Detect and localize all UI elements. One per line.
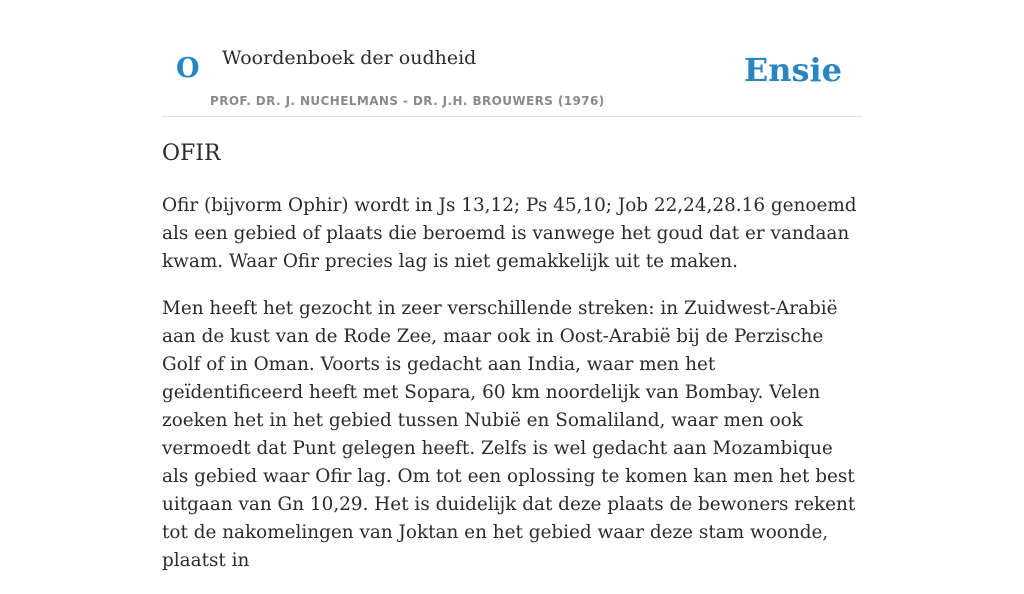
entry-paragraph: Ofir (bijvorm Ophir) wordt in Js 13,12; Ps 45,10; Job 22,24,28.16 genoemd als een gebied of plaats die beroemd is vanwege het goud dat er vandaan kwam. Waar Ofir precies lag is niet gemakkelijk uit te maken. <box>162 195 857 272</box>
index-letter[interactable]: O <box>176 53 200 84</box>
dictionary-header <box>162 0 862 117</box>
page-container <box>162 0 862 571</box>
entry-body <box>162 192 862 594</box>
entry-title: OFIR <box>162 141 221 166</box>
entry-paragraph: Men heeft het gezocht in zeer verschillende streken: in Zuidwest-Arabië aan de kust van de Rode Zee, maar ook in Oost-Arabië bij de Perzische Golf of in Oman. Voorts is gedacht aan India, waar men het geïdentificeerd heeft met Sopara, 60 km noordelijk van Bombay. Velen zoeken het in het gebied tussen Nubië en Somaliland, waar men ook vermoedt dat Punt gelegen heeft. Zelfs is wel gedacht aan Mozambique als gebied waar Ofir lag. Om tot een oplossing te komen kan men het best uitgaan van Gn 10,29. Het is duidelijk dat deze plaats de bewoners rekent tot de nakomelingen van Joktan en het gebied waar deze stam woonde, plaatst in <box>162 298 856 571</box>
dictionary-authors: PROF. DR. J. NUCHELMANS - DR. J.H. BROUWERS (1976) <box>210 94 605 108</box>
ensie-logo-link[interactable]: Ensie <box>743 51 842 89</box>
dictionary-title[interactable]: Woordenboek der oudheid <box>222 47 477 69</box>
